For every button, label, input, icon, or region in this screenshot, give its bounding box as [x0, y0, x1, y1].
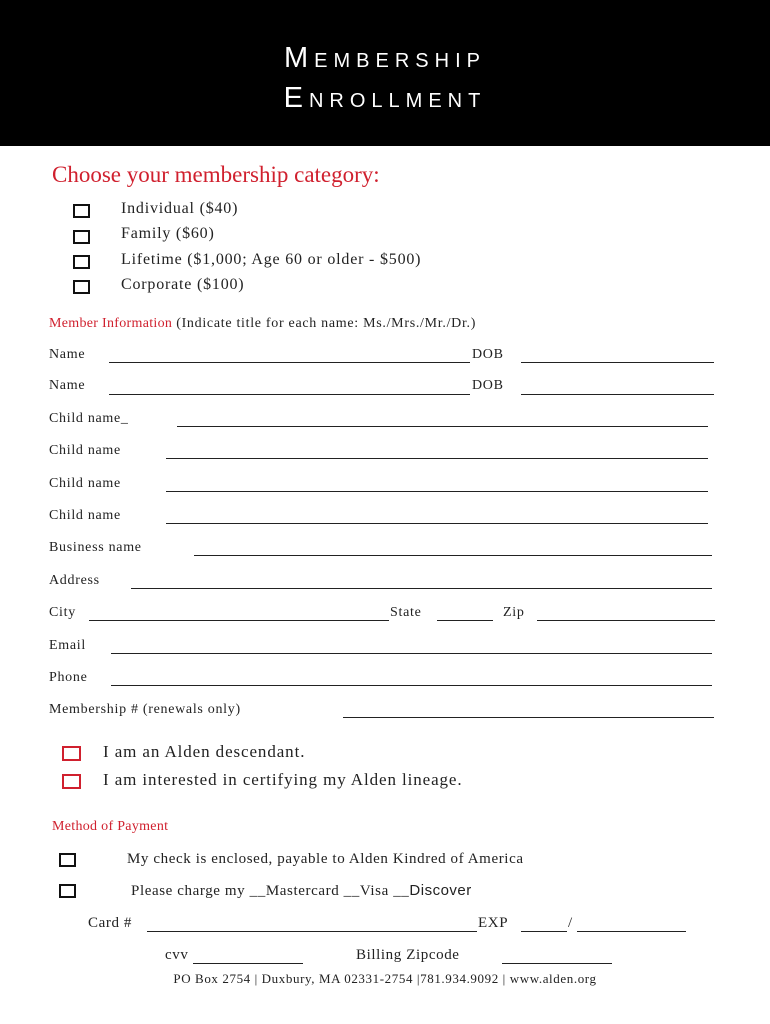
check-enclosed-label: My check is enclosed, payable to Alden Kindred of America — [127, 851, 524, 867]
child-4-label: Child name — [49, 508, 121, 523]
title-line-1: Membership — [284, 42, 486, 74]
checkbox-corporate[interactable] — [73, 280, 90, 294]
header-banner — [0, 0, 770, 146]
exp-separator: / — [568, 915, 573, 931]
option-family-label: Family ($60) — [121, 225, 215, 242]
name-1-field[interactable] — [109, 362, 470, 363]
payment-heading: Method of Payment — [52, 819, 169, 834]
child-1-field[interactable] — [177, 426, 708, 427]
checkbox-check-enclosed[interactable] — [59, 853, 76, 867]
cvv-field[interactable] — [193, 963, 303, 964]
checkbox-alden-descendant[interactable] — [62, 746, 81, 761]
name-2-field[interactable] — [109, 394, 470, 395]
checkbox-certify-lineage[interactable] — [62, 774, 81, 789]
footer-contact: PO Box 2754 | Duxbury, MA 02331-2754 |781.934.9092 | www.alden.org — [173, 971, 597, 986]
card-number-label: Card # — [88, 915, 133, 931]
business-field[interactable] — [194, 555, 712, 556]
option-individual-label: Individual ($40) — [121, 200, 239, 217]
exp-month-field[interactable] — [521, 931, 567, 932]
zip-label: Zip — [503, 605, 525, 620]
dob-2-field[interactable] — [521, 394, 714, 395]
address-label: Address — [49, 573, 100, 588]
zip-field[interactable] — [537, 620, 715, 621]
child-1-label: Child name_ — [49, 411, 129, 426]
exp-year-field[interactable] — [577, 931, 686, 932]
name-2-label: Name — [49, 378, 86, 393]
card-number-field[interactable] — [147, 931, 477, 932]
child-2-field[interactable] — [166, 458, 708, 459]
child-2-label: Child name — [49, 443, 121, 458]
state-field[interactable] — [437, 620, 493, 621]
alden-descendant-label: I am an Alden descendant. — [103, 742, 306, 761]
member-info-heading — [49, 314, 476, 332]
certify-lineage-label: I am interested in certifying my Alden lineage. — [103, 770, 463, 789]
phone-label: Phone — [49, 670, 88, 685]
exp-label: EXP — [478, 915, 509, 931]
dob-1-field[interactable] — [521, 362, 714, 363]
charge-card-options: Please charge my __Mastercard __Visa __ — [131, 883, 410, 899]
phone-field[interactable] — [111, 685, 712, 686]
checkbox-charge-card[interactable] — [59, 884, 76, 898]
state-label: State — [390, 605, 422, 620]
billing-zip-label: Billing Zipcode — [356, 947, 460, 963]
child-3-field[interactable] — [166, 491, 708, 492]
city-label: City — [49, 605, 76, 620]
checkbox-individual[interactable] — [73, 204, 90, 218]
membership-number-field[interactable] — [343, 717, 714, 718]
cvv-label: cvv — [165, 947, 189, 963]
charge-card-label — [131, 882, 472, 900]
category-title: Choose your membership category: — [52, 162, 380, 187]
member-info-note: (Indicate title for each name: Ms./Mrs./Mr./Dr.) — [176, 316, 477, 331]
child-3-label: Child name — [49, 476, 121, 491]
option-lifetime-label: Lifetime ($1,000; Age 60 or older - $500) — [121, 251, 422, 268]
title-line-2: Enrollment — [283, 82, 487, 114]
city-field[interactable] — [89, 620, 389, 621]
checkbox-family[interactable] — [73, 230, 90, 244]
name-1-label: Name — [49, 347, 86, 362]
dob-1-label: DOB — [472, 347, 504, 362]
email-field[interactable] — [111, 653, 712, 654]
billing-zip-field[interactable] — [502, 963, 612, 964]
email-label: Email — [49, 638, 86, 653]
business-label: Business name — [49, 540, 142, 555]
address-field[interactable] — [131, 588, 712, 589]
child-4-field[interactable] — [166, 523, 708, 524]
dob-2-label: DOB — [472, 378, 504, 393]
membership-number-label: Membership # (renewals only) — [49, 702, 241, 717]
discover-option: Discover — [409, 882, 472, 899]
checkbox-lifetime[interactable] — [73, 255, 90, 269]
option-corporate-label: Corporate ($100) — [121, 276, 245, 293]
member-info-title: Member Information — [49, 316, 173, 331]
